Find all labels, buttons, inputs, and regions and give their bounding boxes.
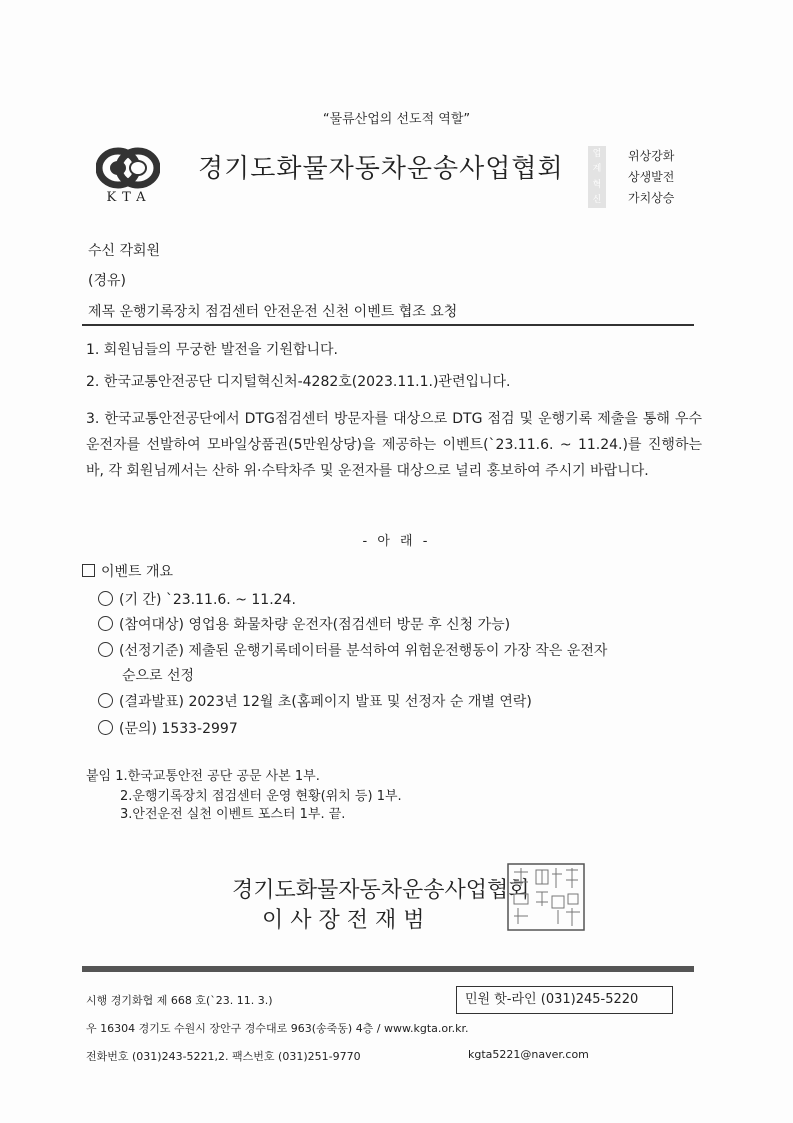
section-title-row: [82, 561, 173, 581]
circle-bullet-icon: [98, 642, 113, 657]
circle-bullet-icon: [98, 616, 113, 631]
attachment-line: 붙임 1.한국교통안전 공단 공문 사본 1부.: [86, 769, 320, 784]
notice-title: - 아 래 -: [362, 534, 431, 549]
logo-text: KTA: [106, 190, 152, 205]
footer-divider: [82, 966, 694, 972]
phone-line: 전화번호 (031)243-5221,2. 팩스번호 (031)251-9770: [86, 1050, 361, 1063]
recipient: 수신 각회원: [88, 243, 161, 259]
value-item: 상생발전: [628, 170, 675, 184]
checkbox-square-icon: [82, 564, 95, 577]
vertical-label-char: 계: [592, 164, 602, 175]
paragraph-2: 2. 한국교통안전공단 디지털혁신처-4282호(2023.11.1.)관련입니다.: [86, 374, 511, 390]
list-item: (선정기준) 제출된 운행기록데이터를 분석하여 위험운전행동이 가장 작은 운전자: [98, 640, 607, 660]
vertical-label-box: [588, 146, 606, 208]
list-item: (결과발표) 2023년 12월 초(홈페이지 발표 및 선정자 순 개별 연락): [98, 691, 532, 711]
values-list: [628, 146, 674, 209]
hotline-box: 민원 핫-라인 (031)245-5220: [456, 986, 673, 1014]
signature-org: 경기도화물자동차운송사업협회: [232, 878, 530, 903]
paragraph-3: 3. 한국교통안전공단에서 DTG점검센터 방문자를 대상으로 DTG 점검 및 운행기록 제출을 통해 우수 운전자를 선발하여 모바일상품권(5만원상당)을 제공하는 이벤트(`23.11.6. ~ 11.24.)를 진행하는 바, 각 회원님께서는 산하 위·수탁차주 및 운전자를 대상으로 널리 홍보하여 주시기 바랍니다.: [86, 411, 702, 479]
attachment-line: 2.운행기록장치 점검센터 운영 현황(위치 등) 1부.: [120, 789, 402, 804]
attachment-line: 3.안전운전 실천 이벤트 포스터 1부. 끝.: [120, 807, 346, 822]
address-line: 우 16304 경기도 수원시 장안구 경수대로 963(송죽동) 4층 / www.kgta.or.kr.: [86, 1022, 469, 1035]
value-item: 가치상승: [628, 191, 675, 205]
list-item-continuation: 순으로 선정: [122, 668, 195, 684]
official-seal-stamp: [506, 862, 586, 932]
section-title: 이벤트 개요: [101, 564, 174, 580]
vertical-label-char: 신: [592, 195, 602, 206]
list-item: (참여대상) 영업용 화물차량 운전자(점검센터 방문 후 신청 가능): [98, 614, 510, 634]
subject: 제목 운행기록장치 점검센터 안전운전 신천 이벤트 협조 요청: [88, 304, 458, 320]
circle-bullet-icon: [98, 693, 113, 708]
vertical-label-char: 혁: [592, 179, 602, 190]
signature-name: 이 사 장 전 재 범: [262, 908, 425, 933]
org-name: 경기도화물자동차운송사업협회: [198, 154, 564, 184]
paragraph-1: 1. 회원님들의 무궁한 발전을 기원합니다.: [86, 342, 338, 358]
via: (경유): [88, 273, 126, 289]
circle-bullet-icon: [98, 591, 113, 606]
vertical-label-char: 업: [592, 148, 602, 159]
divider: [82, 324, 694, 326]
list-item: (기 간) `23.11.6. ~ 11.24.: [98, 589, 296, 609]
slogan: “물류산업의 선도적 역할”: [322, 112, 471, 127]
enforcement-line: 시행 경기화협 제 668 호(`23. 11. 3.): [86, 994, 273, 1007]
list-item: (문의) 1533-2997: [98, 718, 238, 738]
email: kgta5221@naver.com: [468, 1048, 589, 1061]
circle-bullet-icon: [98, 720, 113, 735]
value-item: 위상강화: [628, 149, 675, 163]
